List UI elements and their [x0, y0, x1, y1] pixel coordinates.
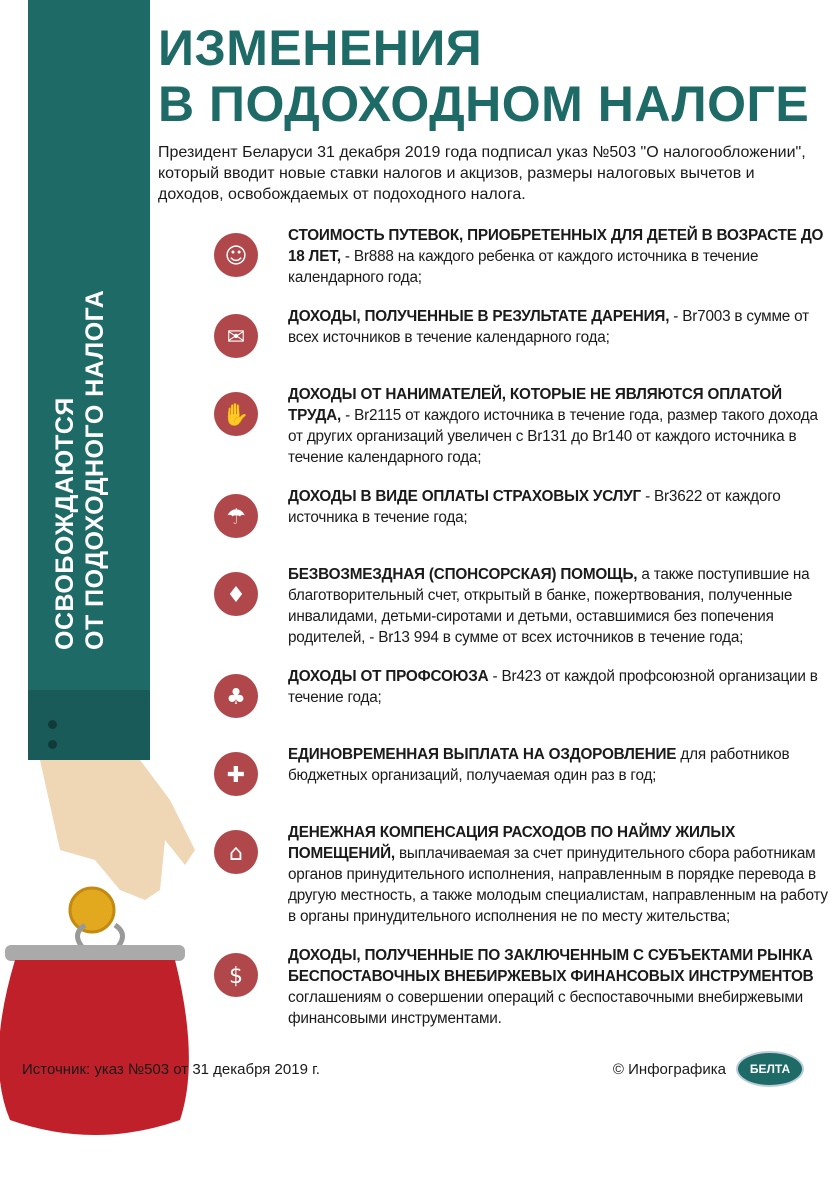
side-label-line: ОТ ПОДОХОДНОГО НАЛОГА	[81, 289, 109, 650]
belta-logo: БЕЛТА	[736, 1051, 804, 1087]
item-text: соглашениям о совершении операций с беспоставочными внебиржевыми финансовыми инструментами.	[288, 989, 803, 1027]
item-heading: ДЕНЕЖНАЯ КОМПЕНСАЦИЯ РАСХОДОВ ПО НАЙМУ ЖИЛЫХ ПОМЕЩЕНИЙ,	[288, 824, 736, 862]
exemption-item	[206, 384, 828, 468]
umbrella-icon	[206, 486, 266, 546]
exemption-item	[206, 744, 828, 804]
item-body	[288, 225, 828, 288]
svg-text:♦: ♦	[226, 583, 246, 608]
item-body	[288, 945, 828, 1029]
hand-person-icon	[206, 384, 266, 444]
intro-text: Президент Беларуси 31 декабря 2019 года подписал указ №503 "О налогообложении", который вводит новые ставки налогов и акцизов, размеры налоговых вычетов и доходов, освобождаемых от подоходного налога.	[158, 144, 806, 203]
exemption-item	[206, 564, 828, 648]
svg-text:✉: ✉	[226, 325, 246, 350]
exemption-item	[206, 306, 828, 366]
item-body	[288, 744, 828, 786]
svg-text:♣: ♣	[226, 685, 246, 710]
dollar-growth-icon	[206, 945, 266, 1005]
svg-text:☂: ☂	[226, 505, 246, 530]
item-text: - Br2115 от каждого источника в течение года, размер такого дохода от других организаций увеличен с Br131 до Br140 от каждого источника в течение календарного года;	[288, 407, 818, 466]
item-heading: БЕЗВОЗМЕЗДНАЯ (СПОНСОРСКАЯ) ПОМОЩЬ,	[288, 566, 638, 583]
svg-text:✚: ✚	[226, 763, 246, 788]
item-text: выплачиваемая за счет принудительного сбора работникам органов принудительного исполнения, направленным в порядке перевода в другую местность, а также молодым специалистам, направленным на работу в органы принудительного исполнения не по месту жительства;	[288, 845, 828, 925]
title-line: ИЗМЕНЕНИЯ	[158, 20, 483, 76]
exemption-item	[206, 666, 828, 726]
item-text: для работников бюджетных организаций, получаемая один раз в год;	[288, 746, 790, 784]
item-heading: ДОХОДЫ, ПОЛУЧЕННЫЕ В РЕЗУЛЬТАТЕ ДАРЕНИЯ,	[288, 308, 670, 325]
health-cross-icon	[206, 744, 266, 804]
item-body	[288, 822, 828, 927]
item-body	[288, 486, 828, 528]
footer	[22, 1051, 804, 1087]
credit-text: © Инфографика	[612, 1060, 726, 1078]
item-text: - Br7003 в сумме от всех источников в течение календарного года;	[288, 308, 809, 346]
main-content	[158, 0, 828, 1029]
item-heading: ДОХОДЫ ОТ ПРОФСОЮЗА	[288, 668, 489, 685]
item-heading: ЕДИНОВРЕМЕННАЯ ВЫПЛАТА НА ОЗДОРОВЛЕНИЕ	[288, 746, 677, 763]
people-group-icon	[206, 666, 266, 726]
svg-text:☺: ☺	[224, 244, 248, 269]
exemption-item	[206, 225, 828, 288]
side-label-line: ОСВОБОЖДАЮТСЯ	[51, 397, 79, 650]
side-label	[50, 290, 110, 650]
credit	[613, 1051, 804, 1087]
exemption-list	[206, 225, 828, 1029]
svg-text:⌂: ⌂	[229, 841, 243, 866]
exemption-item	[206, 945, 828, 1029]
title-line: В ПОДОХОДНОМ НАЛОГЕ	[158, 76, 810, 132]
item-body	[288, 564, 828, 648]
page-title	[158, 20, 828, 132]
svg-text:✋: ✋	[222, 403, 250, 428]
svg-text:$: $	[229, 964, 243, 989]
source-text: Источник: указ №503 от 31 декабря 2019 г.	[22, 1060, 320, 1078]
item-body	[288, 666, 828, 708]
child-icon	[206, 225, 266, 285]
item-text: - Br423 от каждой профсоюзной организации в течение года;	[288, 668, 818, 706]
gift-icon	[206, 306, 266, 366]
houses-icon	[206, 822, 266, 882]
item-heading: ДОХОДЫ ОТ НАНИМАТЕЛЕЙ, КОТОРЫЕ НЕ ЯВЛЯЮТСЯ ОПЛАТОЙ ТРУДА,	[288, 386, 782, 424]
item-heading: ДОХОДЫ В ВИДЕ ОПЛАТЫ СТРАХОВЫХ УСЛУГ	[288, 488, 642, 505]
exemption-item	[206, 822, 828, 927]
item-text: а также поступившие на благотворительный счет, открытый в банке, пожертвования, полученные инвалидами, детьми-сиротами и детьми, оставшимися без попечения родителей, - Br13 994 в сумме от всех источников в течение года;	[288, 566, 810, 646]
item-heading: ДОХОДЫ, ПОЛУЧЕННЫЕ ПО ЗАКЛЮЧЕННЫМ С СУБЪЕКТАМИ РЫНКА БЕСПОСТАВОЧНЫХ ВНЕБИРЖЕВЫХ ФИНАНСОВЫХ ИНСТРУМЕНТОВ	[288, 947, 814, 985]
handshake-coins-icon	[206, 564, 266, 624]
item-body	[288, 306, 828, 348]
item-body	[288, 384, 828, 468]
item-text: - Br888 на каждого ребенка от каждого источника в течение календарного года;	[288, 248, 759, 286]
item-heading: СТОИМОСТЬ ПУТЕВОК, ПРИОБРЕТЕННЫХ ДЛЯ ДЕТЕЙ В ВОЗРАСТЕ ДО 18 ЛЕТ,	[288, 227, 824, 265]
cuff-button	[48, 720, 57, 729]
item-text: - Br3622 от каждого источника в течение года;	[288, 488, 781, 526]
exemption-item	[206, 486, 828, 546]
